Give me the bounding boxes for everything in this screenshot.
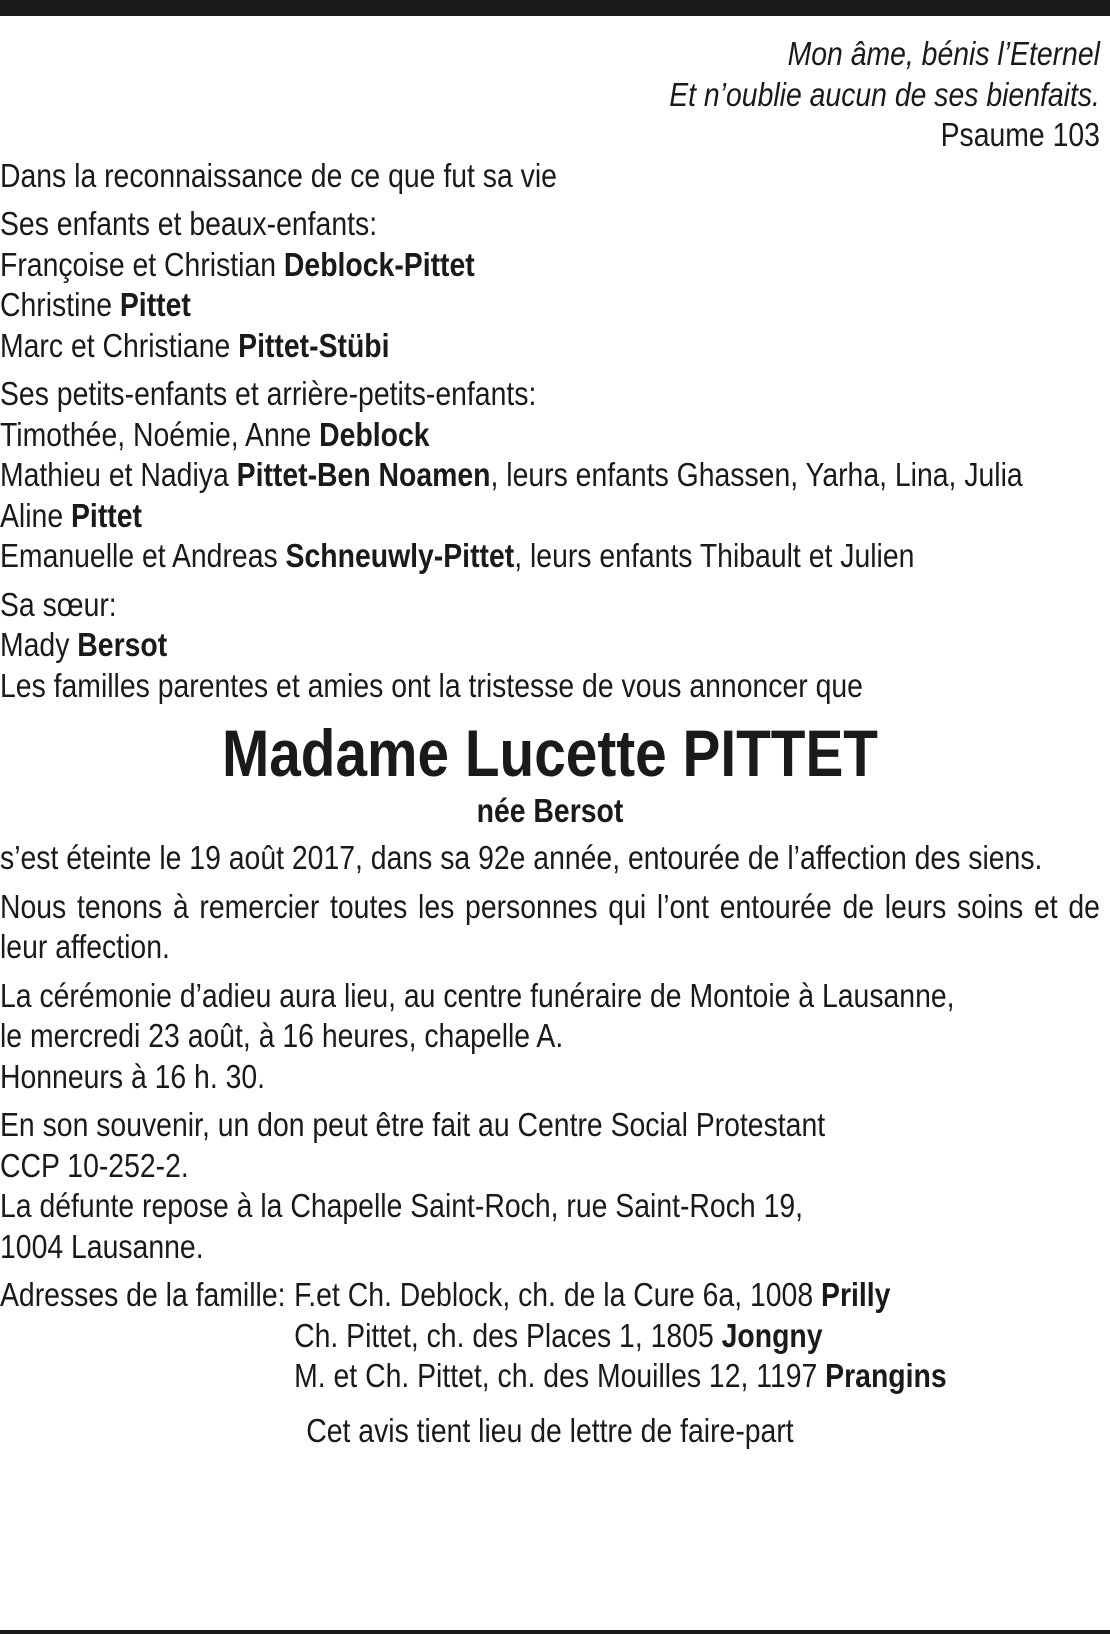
given-names: Mady [0,626,78,663]
family-entry [0,285,1100,326]
top-rule [0,0,1110,16]
surname: Pittet [119,286,191,323]
donation-account: CCP 10-252-2. [0,1146,189,1184]
epigraph-line-1: Mon âme, bénis l’Eternel [787,35,1100,72]
entry-suffix: , leurs enfants Ghassen, Yarha, Lina, Julia [490,456,1023,493]
ceremony-line: Honneurs à 16 h. 30. [0,1057,266,1095]
rest-line: La défunte repose à la Chapelle Saint-Roch, rue Saint-Roch 19, [0,1187,804,1224]
death-notice [0,34,1100,1451]
ceremony-section [0,976,1100,1098]
ceremony-line: La cérémonie d’adieu aura lieu, au centre funéraire de Montoie à Lausanne, [0,976,955,1014]
address-street: Ch. Pittet, ch. des Places 1, 1805 [294,1316,722,1354]
address-list [294,1275,1100,1397]
children-heading: Ses enfants et beaux-enfants: [0,205,378,242]
address-street: F.et Ch. Deblock, ch. de la Cure 6a, 1008 [294,1276,822,1313]
address-line [294,1316,1100,1357]
address-line [294,1356,1100,1397]
donation-line: En son souvenir, un don peut être fait au Centre Social Protestant [0,1106,826,1143]
family-entry [0,415,1100,456]
grandchildren-section [0,374,1100,577]
family-entry [0,326,1100,367]
address-city: Prangins [825,1357,947,1394]
grandchildren-heading: Ses petits-enfants et arrière-petits-enfants: [0,375,537,412]
given-names: Mathieu et Nadiya [0,456,237,493]
given-names: Françoise et Christian [0,245,284,283]
addresses-label: Adresses de la famille: [0,1276,286,1313]
epigraph [0,34,1100,156]
epigraph-line-2: Et n’oublie aucun de ses bienfaits. [669,75,1100,113]
family-entry [0,536,1100,577]
given-names: Marc et Christiane [0,326,239,364]
surname: Deblock [319,415,430,453]
address-line [294,1275,1100,1316]
address-city: Jongny [721,1316,823,1354]
death-text: s’est éteinte le 19 août 2017, dans sa 92e année, entourée de l’affection des siens. [0,839,1043,876]
given-names: Christine [0,286,120,323]
address-street: M. et Ch. Pittet, ch. des Mouilles 12, 1197 [294,1357,826,1394]
surname: Pittet-Stübi [238,326,390,364]
rest-line: 1004 Lausanne. [0,1227,204,1265]
thanks-text: Nous tenons à remercier toutes les personnes qui l’ont entourée de leurs soins et de leur affection. [0,887,1100,965]
announcement-text: Les familles parentes et amies ont la tristesse de vous annoncer que [0,666,863,704]
maiden-name: née Bersot [476,792,624,829]
sister-section [0,585,1100,666]
entry-suffix: , leurs enfants Thibault et Julien [514,537,915,574]
sister-heading: Sa sœur: [0,585,117,623]
closing-note: Cet avis tient lieu de lettre de faire-part [306,1411,794,1449]
family-entry [0,496,1100,537]
bottom-rule [0,1630,1110,1634]
given-names: Emanuelle et Andreas [0,537,286,574]
family-entry [0,625,1100,666]
deceased-name: Madame Lucette PITTET [221,716,878,790]
surname: Pittet-Ben Noamen [236,456,491,493]
family-addresses [0,1275,1100,1397]
family-entry [0,245,1100,286]
address-city: Prilly [821,1276,891,1313]
rest-section [0,1186,1100,1267]
children-section [0,204,1100,366]
surname: Pittet [71,496,142,534]
intro-text: Dans la reconnaissance de ce que fut sa vie [0,156,557,194]
ceremony-line: le mercredi 23 août, à 16 heures, chapelle A. [0,1017,564,1054]
given-names: Aline [0,496,72,534]
epigraph-reference: Psaume 103 [940,116,1100,153]
surname: Deblock-Pittet [283,245,475,283]
given-names: Timothée, Noémie, Anne [0,415,320,453]
surname: Bersot [77,626,168,663]
surname: Schneuwly-Pittet [285,537,515,574]
family-entry [0,455,1100,496]
donation-section [0,1105,1100,1186]
